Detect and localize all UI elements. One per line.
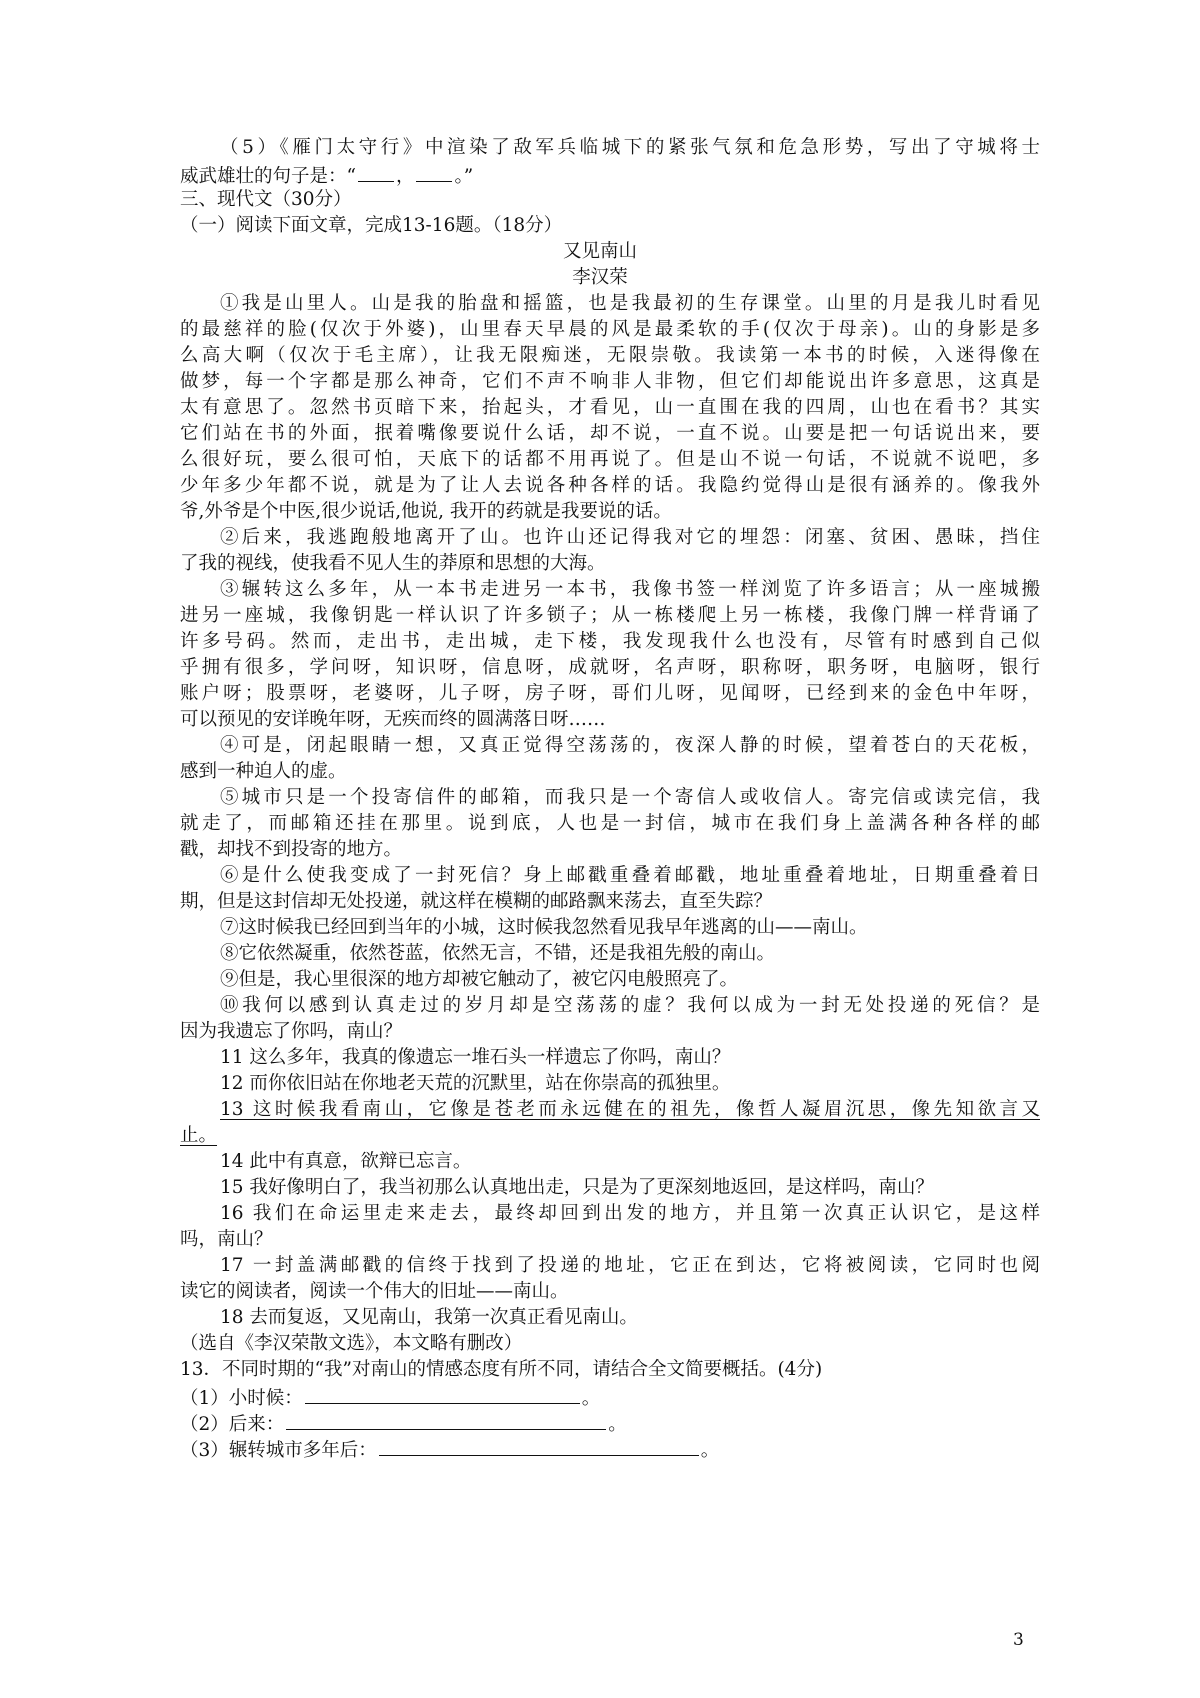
article-source: （选自《李汉荣散文选》，本文略有删改） (180, 1333, 523, 1354)
article-line: 17 一封盖满邮戳的信终于找到了投递的地址，它正在到达，它将被阅读，它同时也阅 (220, 1255, 1040, 1276)
article-line: 15 我好像明白了，我当初那么认真地出走，只是为了更深刻地返回，是这样吗，南山？ (220, 1177, 934, 1198)
article-line: 太有意思了。忽然书页暗下来，抬起头，才看见，山一直围在我的四周，山也在看书？其实 (180, 397, 1040, 418)
article-line: 12 而你依旧站在你地老天荒的沉默里，站在你崇高的孤独里。 (220, 1073, 731, 1094)
article-line: ①我是山里人。山是我的胎盘和摇篮，也是我最初的生存课堂。山里的月是我儿时看见 (220, 293, 1040, 314)
article-line: 少年多少年都不说，就是为了让人去说各种各样的话。我隐约觉得山是很有涵养的。像我外 (180, 475, 1040, 496)
article-line: 么很好玩，要么很可怕，天底下的话都不用再说了。但是山不说一句话，不说就不说吧，多 (180, 449, 1040, 470)
article-line: 读它的阅读者，阅读一个伟大的旧址——南山。 (180, 1281, 569, 1302)
article-line: 吗，南山？ (180, 1229, 273, 1250)
article-line: ⑥是什么使我变成了一封死信？身上邮戳重叠着邮戳，地址重叠着地址，日期重叠着日 (220, 865, 1040, 886)
q13-stem: 13．不同时期的“我”对南山的情感态度有所不同，请结合全文简要概括。(4分) (180, 1359, 823, 1380)
q5-blank-2[interactable] (416, 161, 452, 182)
q13-item-2-label: （2）后来： (180, 1414, 285, 1435)
article-line: ⑤城市只是一个投寄信件的邮箱，而我只是一个寄信人或收信人。寄完信或读完信，我 (220, 787, 1040, 808)
article-author: 李汉荣 (572, 267, 628, 288)
article-line: 它们站在书的外面，抿着嘴像要说什么话，却不说，一直不说。山要是把一句话说出来，要 (180, 423, 1040, 444)
article-line: 11 这么多年，我真的像遗忘一堆石头一样遗忘了你吗，南山？ (220, 1047, 731, 1068)
q5-line2-text: 威武雄壮的句子是：“ (180, 166, 356, 187)
article-line: 感到一种迫人的虚。 (180, 761, 347, 782)
article-line: 么高大啊（仅次于毛主席），让我无限痴迷，无限崇敬。我读第一本书的时候，入迷得像在 (180, 345, 1040, 366)
article-line-underlined: 止。 (180, 1125, 218, 1146)
q5-end: 。” (454, 166, 474, 187)
article-line: ⑦这时候我已经回到当年的小城，这时候我忽然看见我早年逃离的山——南山。 (220, 917, 868, 938)
article-line: 18 去而复返，又见南山，我第一次真正看见南山。 (220, 1307, 638, 1328)
article-line: 16 我们在命运里走来走去，最终却回到出发的地方，并且第一次真正认识它，是这样 (220, 1203, 1040, 1224)
q13-answer-blank-1[interactable] (305, 1383, 580, 1404)
article-line: 爷,外爷是个中医,很少说话,他说, 我开的药就是我要说的话。 (180, 501, 672, 522)
q13-item-1 (180, 1383, 1040, 1412)
article-line: 就走了，而邮箱还挂在那里。说到底，人也是一封信，城市在我们身上盖满各种各样的邮 (180, 813, 1040, 834)
article-line: 可以预见的安详晚年呀，无疾而终的圆满落日呀…… (180, 709, 606, 730)
article-line: 账户呀；股票呀，老婆呀，儿子呀，房子呀，哥们儿呀，见闻呀，已经到来的金色中年呀， (180, 683, 1040, 704)
article-line: 因为我遗忘了你吗，南山？ (180, 1021, 403, 1042)
article-line: 了我的视线，使我看不见人生的莽原和思想的大海。 (180, 553, 606, 574)
q5-comma: ， (395, 166, 415, 187)
q13-item-3 (180, 1435, 1040, 1464)
article-line: ⑧它依然凝重，依然苍蓝，依然无言，不错，还是我祖先般的南山。 (220, 943, 776, 964)
q13-answer-blank-3[interactable] (379, 1435, 699, 1456)
article-line: 戳，却找不到投寄的地方。 (180, 839, 403, 860)
article-line: 许多号码。然而，走出书，走出城，走下楼，我发现我什么也没有，尽管有时感到自己似 (180, 631, 1040, 652)
article-line: ⑩我何以感到认真走过的岁月却是空荡荡的虚？我何以成为一封无处投递的死信？是 (220, 995, 1040, 1016)
q13-item-2-period: 。 (608, 1414, 627, 1435)
article-line: 做梦，每一个字都是那么神奇，它们不声不响非人非物，但它们却能说出许多意思，这真是 (180, 371, 1040, 392)
q5-blank-1[interactable] (358, 161, 394, 182)
q13-item-1-label: （1）小时候： (180, 1388, 303, 1409)
article-line: 的最慈祥的脸(仅次于外婆)，山里春天早晨的风是最柔软的手(仅次于母亲)。山的身影是多 (180, 319, 1040, 340)
article-line-underlined: 13 这时候我看南山，它像是苍老而永远健在的祖先，像哲人凝眉沉思，像先知欲言又 (220, 1099, 1040, 1120)
q5-line2 (180, 161, 1040, 190)
q13-item-2 (180, 1409, 1040, 1438)
section3-heading: 三、现代文（30分） (180, 189, 352, 210)
section3-part1-heading: （一）阅读下面文章，完成13-16题。（18分） (180, 215, 563, 236)
article-title: 又见南山 (562, 241, 637, 262)
article-line: ④可是，闭起眼睛一想，又真正觉得空荡荡的，夜深人静的时候，望着苍白的天花板， (220, 735, 1040, 756)
article-line: ⑨但是，我心里很深的地方却被它触动了，被它闪电般照亮了。 (220, 969, 739, 990)
article-line: 14 此中有真意，欲辩已忘言。 (220, 1151, 472, 1172)
article-line: 期，但是这封信却无处投递，就这样在模糊的邮路飘来荡去，直至失踪？ (180, 891, 773, 912)
q13-item-3-period: 。 (700, 1440, 720, 1461)
q13-item-3-label: （3）辗转城市多年后： (180, 1440, 377, 1461)
article-line: ②后来，我逃跑般地离开了山。也许山还记得我对它的埋怨：闭塞、贫困、愚昧，挡住 (220, 527, 1040, 548)
article-line: 乎拥有很多，学问呀，知识呀，信息呀，成就呀，名声呀，职称呀，职务呀，电脑呀，银行 (180, 657, 1040, 678)
q13-answer-blank-2[interactable] (286, 1409, 606, 1430)
page-number: 3 (1013, 1630, 1024, 1650)
q13-item-1-period: 。 (581, 1388, 601, 1409)
article-line: ③辗转这么多年，从一本书走进另一本书，我像书签一样浏览了许多语言；从一座城搬 (220, 579, 1040, 600)
article-line: 进另一座城，我像钥匙一样认识了许多锁子；从一栋楼爬上另一栋楼，我像门牌一样背诵了 (180, 605, 1040, 626)
q5-line1: （5）《雁门太守行》中渲染了敌军兵临城下的紧张气氛和危急形势，写出了守城将士 (220, 137, 1040, 158)
